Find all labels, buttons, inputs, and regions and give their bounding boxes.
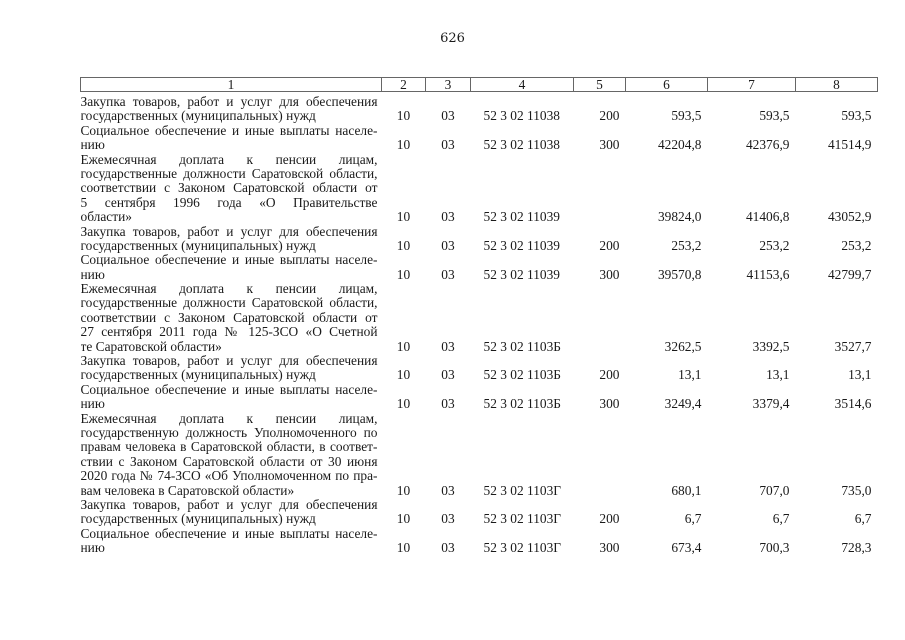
description-line: Социальное обеспечение и иные выплаты населе- [80,253,378,268]
target-article-cell: 52 3 02 1103Г [483,511,562,527]
section-cell: 10 [396,237,411,253]
expense-type-cell: 300 [599,266,620,282]
row-description [81,354,382,383]
subsection-cell: 03 [441,338,455,354]
table-row [81,253,878,282]
row-description [81,225,382,254]
header-row [81,78,878,92]
table-row [81,383,878,412]
amount-year-2-cell: 253,2 [759,237,790,253]
amount-year-3-cell: 735,0 [841,482,872,498]
column-header-5: 5 [574,78,626,92]
amount-year-1-cell: 3262,5 [664,338,702,354]
amount-year-3-cell: 42799,7 [827,266,872,282]
subsection-cell: 03 [441,266,455,282]
section-cell: 10 [396,482,411,498]
description-line: нию [80,138,105,153]
description-line: государственные должности Саратовской области, [80,166,378,181]
row-description [81,383,382,412]
expense-type-cell: 200 [599,511,620,527]
target-article-cell: 52 3 02 11038 [483,137,560,153]
description-line: вам человека в Саратовской области» [80,483,295,498]
amount-year-1-cell: 39824,0 [657,209,702,225]
amount-year-3-cell: 6,7 [854,511,872,527]
description-line: 2020 года № 74-ЗСО «Об Уполномоченном по пра- [80,469,378,484]
column-header-4: 4 [471,78,574,92]
description-line: государственных (муниципальных) нужд [80,109,316,124]
target-article-cell: 52 3 02 11038 [483,108,560,124]
description-line: нию [80,267,105,282]
target-article-cell: 52 3 02 1103Г [483,540,562,556]
section-cell: 10 [396,338,411,354]
amount-year-1-cell: 3249,4 [664,396,702,412]
row-description [81,92,382,124]
row-description [81,527,382,556]
amount-year-3-cell: 593,5 [841,108,872,124]
table-row [81,354,878,383]
budget-table [80,77,878,556]
amount-year-1-cell: 13,1 [678,367,702,383]
subsection-cell: 03 [441,482,455,498]
description-line: Ежемесячная доплата к пенсии лицам, [80,152,378,167]
amount-year-1-cell: 6,7 [684,511,702,527]
table-row [81,225,878,254]
amount-year-1-cell: 680,1 [671,482,702,498]
target-article-cell: 52 3 02 1103Б [483,367,561,383]
target-article-cell: 52 3 02 1103Г [483,482,562,498]
amount-year-3-cell: 253,2 [841,237,872,253]
description-line: правам человека в Саратовской области, в соответ- [80,440,378,455]
expense-type-cell [574,282,626,354]
description-line: государственные должности Саратовской области, [80,296,378,311]
description-line: Закупка товаров, работ и услуг для обеспечения [80,95,378,109]
table-row [81,153,878,225]
amount-year-2-cell: 41153,6 [746,266,790,282]
amount-year-2-cell: 707,0 [759,482,790,498]
expense-type-cell: 200 [599,237,620,253]
amount-year-2-cell: 41406,8 [745,209,790,225]
description-line: государственную должность Уполномоченного по [80,425,378,440]
amount-year-3-cell: 728,3 [841,540,872,556]
target-article-cell: 52 3 02 1103Б [483,396,561,412]
subsection-cell: 03 [441,396,455,412]
section-cell: 10 [396,396,411,412]
expense-type-cell: 200 [599,108,620,124]
column-header-3: 3 [426,78,471,92]
description-line: Закупка товаров, работ и услуг для обеспечения [80,354,378,369]
description-line: Социальное обеспечение и иные выплаты населе- [80,123,378,138]
amount-year-2-cell: 3392,5 [752,338,790,354]
target-article-cell: 52 3 02 11039 [483,266,560,282]
description-line: области» [80,210,132,225]
column-header-1: 1 [81,78,382,92]
column-header-7: 7 [708,78,796,92]
section-cell: 10 [396,367,411,383]
description-line: Закупка товаров, работ и услуг для обеспечения [80,224,378,239]
amount-year-2-cell: 42376,9 [745,137,790,153]
description-line: Ежемесячная доплата к пенсии лицам, [80,411,378,426]
description-line: Ежемесячная доплата к пенсии лицам, [80,282,378,297]
page-number: 626 [440,31,465,46]
description-line: нию [80,397,105,412]
target-article-cell: 52 3 02 11039 [483,237,560,253]
expense-type-cell: 300 [599,396,620,412]
description-line: соответствии с Законом Саратовской области от [80,181,378,196]
table-row [81,412,878,498]
section-cell: 10 [396,511,411,527]
description-line: нию [80,541,105,556]
amount-year-1-cell: 253,2 [671,237,702,253]
amount-year-1-cell: 39570,8 [657,266,702,282]
column-header-6: 6 [626,78,708,92]
description-line: те Саратовской области» [80,339,222,354]
amount-year-3-cell: 3527,7 [834,338,872,354]
description-line: государственных (муниципальных) нужд [80,368,316,383]
description-line: Закупка товаров, работ и услуг для обеспечения [80,497,378,512]
subsection-cell: 03 [441,108,455,124]
description-line: государственных (муниципальных) нужд [80,238,316,253]
row-description [81,282,382,354]
expense-type-cell [574,412,626,498]
amount-year-1-cell: 673,4 [671,540,702,556]
table-row [81,498,878,527]
amount-year-3-cell: 3514,6 [834,396,872,412]
row-description [81,412,382,498]
description-line: соответствии с Законом Саратовской области от [80,310,378,325]
amount-year-1-cell: 42204,8 [657,137,702,153]
row-description [81,153,382,225]
subsection-cell: 03 [441,511,455,527]
amount-year-1-cell: 593,5 [671,108,702,124]
description-line: 5 сентября 1996 года «О Правительстве [80,195,378,210]
table-row [81,527,878,556]
subsection-cell: 03 [441,540,455,556]
expense-type-cell: 200 [599,367,620,383]
description-line: Социальное обеспечение и иные выплаты населе- [80,526,378,541]
row-description [81,253,382,282]
section-cell: 10 [396,209,411,225]
subsection-cell: 03 [441,367,455,383]
section-cell: 10 [396,108,411,124]
description-line: 27 сентября 2011 года № 125-ЗСО «О Счетной [80,325,378,340]
amount-year-3-cell: 43052,9 [827,209,872,225]
subsection-cell: 03 [441,237,455,253]
amount-year-2-cell: 3379,4 [752,396,790,412]
row-description [81,124,382,153]
description-line: ствии с Законом Саратовской области от 30 июня [80,454,378,469]
table-row [81,92,878,124]
expense-type-cell: 300 [599,540,620,556]
expense-type-cell: 300 [599,137,620,153]
target-article-cell: 52 3 02 11039 [483,209,560,225]
amount-year-2-cell: 6,7 [772,511,790,527]
column-header-8: 8 [796,78,878,92]
subsection-cell: 03 [441,137,455,153]
amount-year-3-cell: 13,1 [848,367,872,383]
amount-year-3-cell: 41514,9 [827,137,872,153]
amount-year-2-cell: 13,1 [766,367,790,383]
subsection-cell: 03 [441,209,455,225]
description-line: Социальное обеспечение и иные выплаты населе- [80,382,378,397]
target-article-cell: 52 3 02 1103Б [483,338,561,354]
table-row [81,282,878,354]
description-line: государственных (муниципальных) нужд [80,512,316,527]
section-cell: 10 [396,137,411,153]
row-description [81,498,382,527]
amount-year-2-cell: 700,3 [759,540,790,556]
expense-type-cell [574,153,626,225]
section-cell: 10 [396,540,411,556]
section-cell: 10 [396,266,411,282]
table-row [81,124,878,153]
column-header-2: 2 [382,78,426,92]
amount-year-2-cell: 593,5 [759,108,790,124]
